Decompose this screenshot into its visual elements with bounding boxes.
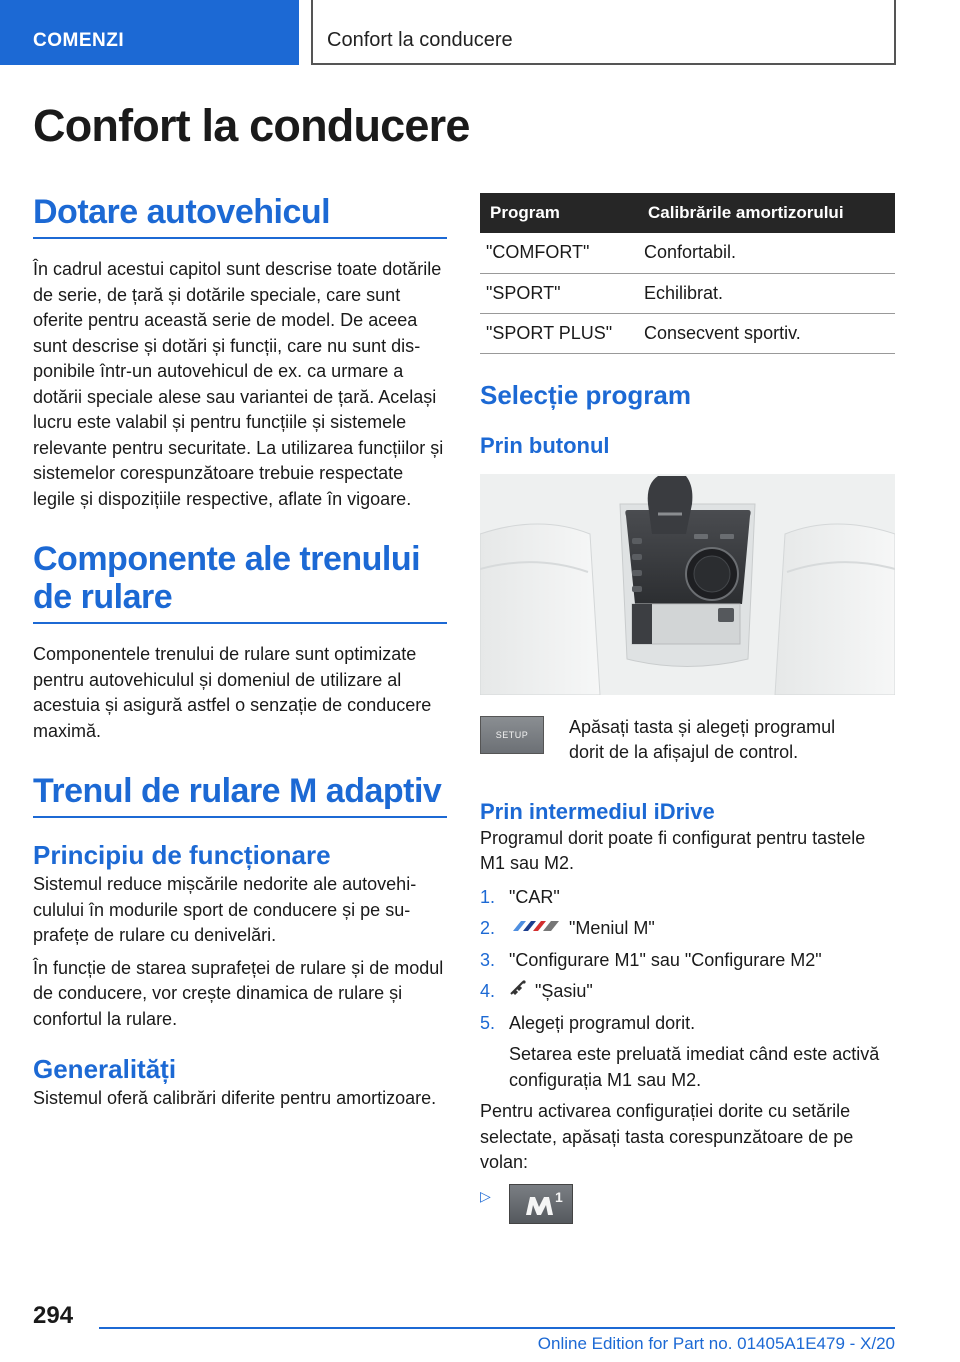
setup-button-label: SETUP: [495, 729, 529, 740]
table-cell: Confortabil.: [638, 233, 895, 273]
table-cell: "SPORT": [480, 273, 638, 313]
page-title: Confort la conducere: [33, 100, 470, 151]
step-text: "Configurare M1" sau "Configurare M2": [509, 949, 822, 970]
heading-generalitati: Generalități: [33, 1054, 177, 1084]
chapter-label: Confort la conducere: [327, 29, 513, 51]
edition-text: Online Edition for Part no. 01405A1E479 - X/20: [537, 1334, 895, 1353]
activation-text: Pentru activarea configurației dorite cu setările selectate, apăsați tasta corespunzătoare de pe volan:: [480, 1101, 854, 1172]
step-text: "Meniul M": [569, 918, 655, 938]
step-number: 1.: [480, 886, 496, 907]
list-item: [480, 916, 895, 942]
list-item: [480, 948, 895, 974]
chassis-icon: [509, 978, 527, 1004]
page-number: 294: [33, 1302, 74, 1329]
step-text: "CAR": [509, 886, 560, 907]
right-column: [480, 193, 895, 1224]
componente-text: Componentele trenului de rulare sunt optimizate pentru autovehiculul și domeniul de utilizare al acestuia și asigură astfel o senzație de conducere maximă.: [33, 644, 432, 741]
left-column: [33, 190, 447, 1112]
m1-button-icon[interactable]: [509, 1184, 573, 1224]
generalitati-text: Sistemul oferă calibrări diferite pentru amortizoare.: [33, 1088, 437, 1108]
step-text: "Șasiu": [535, 981, 593, 1001]
section-label: COMENZI: [33, 30, 125, 51]
table-cell: "COMFORT": [480, 233, 638, 273]
heading-principiu: Principiu de funcționare: [33, 840, 331, 870]
table-cell: "SPORT PLUS": [480, 313, 638, 353]
heading-prin-butonul: Prin butonul: [480, 432, 610, 458]
setup-row: [480, 715, 895, 766]
chapter-tab: [311, 0, 896, 65]
table-cell: Echilibrat.: [638, 273, 895, 313]
heading-dotare: Dotare autovehicul: [33, 193, 447, 239]
step-number: 5.: [480, 1012, 496, 1033]
setup-instruction: Apăsați tasta și alegeți programul dorit de la afișajul de control.: [569, 716, 836, 762]
heading-selectie: Selecție program: [480, 379, 691, 410]
setup-button[interactable]: [480, 716, 544, 754]
step-number: 3.: [480, 949, 496, 970]
table-row: [480, 273, 895, 313]
list-item: [480, 1011, 895, 1094]
step-number: 4.: [480, 981, 496, 1001]
table-header-program: Program: [480, 193, 638, 233]
steps-list: [480, 885, 895, 1094]
m1-bullet-row: [480, 1184, 895, 1224]
list-item: [480, 979, 895, 1005]
damper-table: [480, 193, 895, 354]
heading-idrive: Prin intermediul iDrive: [480, 798, 715, 824]
principiu-p2: În funcție de starea suprafeței de rulare și de modul de conducere, vor crește dinamica de rulare și confortul la rulare.: [33, 957, 444, 1029]
table-header-calibration: Calibrările amortizorului: [638, 193, 895, 233]
step-text: Alegeți programul dorit.: [509, 1012, 696, 1033]
center-console-illustration: [480, 474, 895, 695]
table-row: [480, 233, 895, 273]
principiu-p1: Sistemul reduce mișcările nedorite ale autovehiculului în modurile sport de conducere și pe suprafețe de rulare cu denivelări.: [33, 874, 417, 945]
table-row: [480, 313, 895, 353]
list-item: [480, 885, 895, 911]
heading-tren-m: Trenul de rulare M adaptiv: [33, 772, 447, 818]
svg-text:1: 1: [555, 1188, 563, 1205]
heading-componente: Componente ale trenului de rulare: [33, 540, 447, 624]
bullet-triangle-icon: ▷: [480, 1187, 491, 1204]
m-menu-icon: [509, 915, 561, 941]
step-number: 2.: [480, 918, 496, 938]
section-tab: [0, 0, 299, 65]
idrive-text: Programul dorit poate fi configurat pentru tastele M1 sau M2.: [480, 827, 866, 873]
center-console-photo: [480, 474, 895, 695]
step5-note: Setarea este preluată imediat când este activă configurația M1 sau M2.: [509, 1044, 880, 1090]
dotare-text: În cadrul acestui capitol sunt descrise toate dotările de serie, de țară și dotările speciale, care sunt oferite pentru această serie de model. De aceea sunt descrise și dotări și funcții, care nu sunt disponibile într-un autovehicul de ex. ca urmare a dotării speciale alese sau variantei de țară. Același lucru este valabil și pentru funcțiile și sistemele relevante pentru securitate. La utilizarea funcțiilor și sistemelor corespunzătoare trebuie respectate legile și dispozițiile respective, aflate în vigoare.: [33, 259, 444, 509]
table-header-row: [480, 193, 895, 233]
table-cell: Consecvent sportiv.: [638, 313, 895, 353]
footer-divider: [99, 1327, 895, 1329]
